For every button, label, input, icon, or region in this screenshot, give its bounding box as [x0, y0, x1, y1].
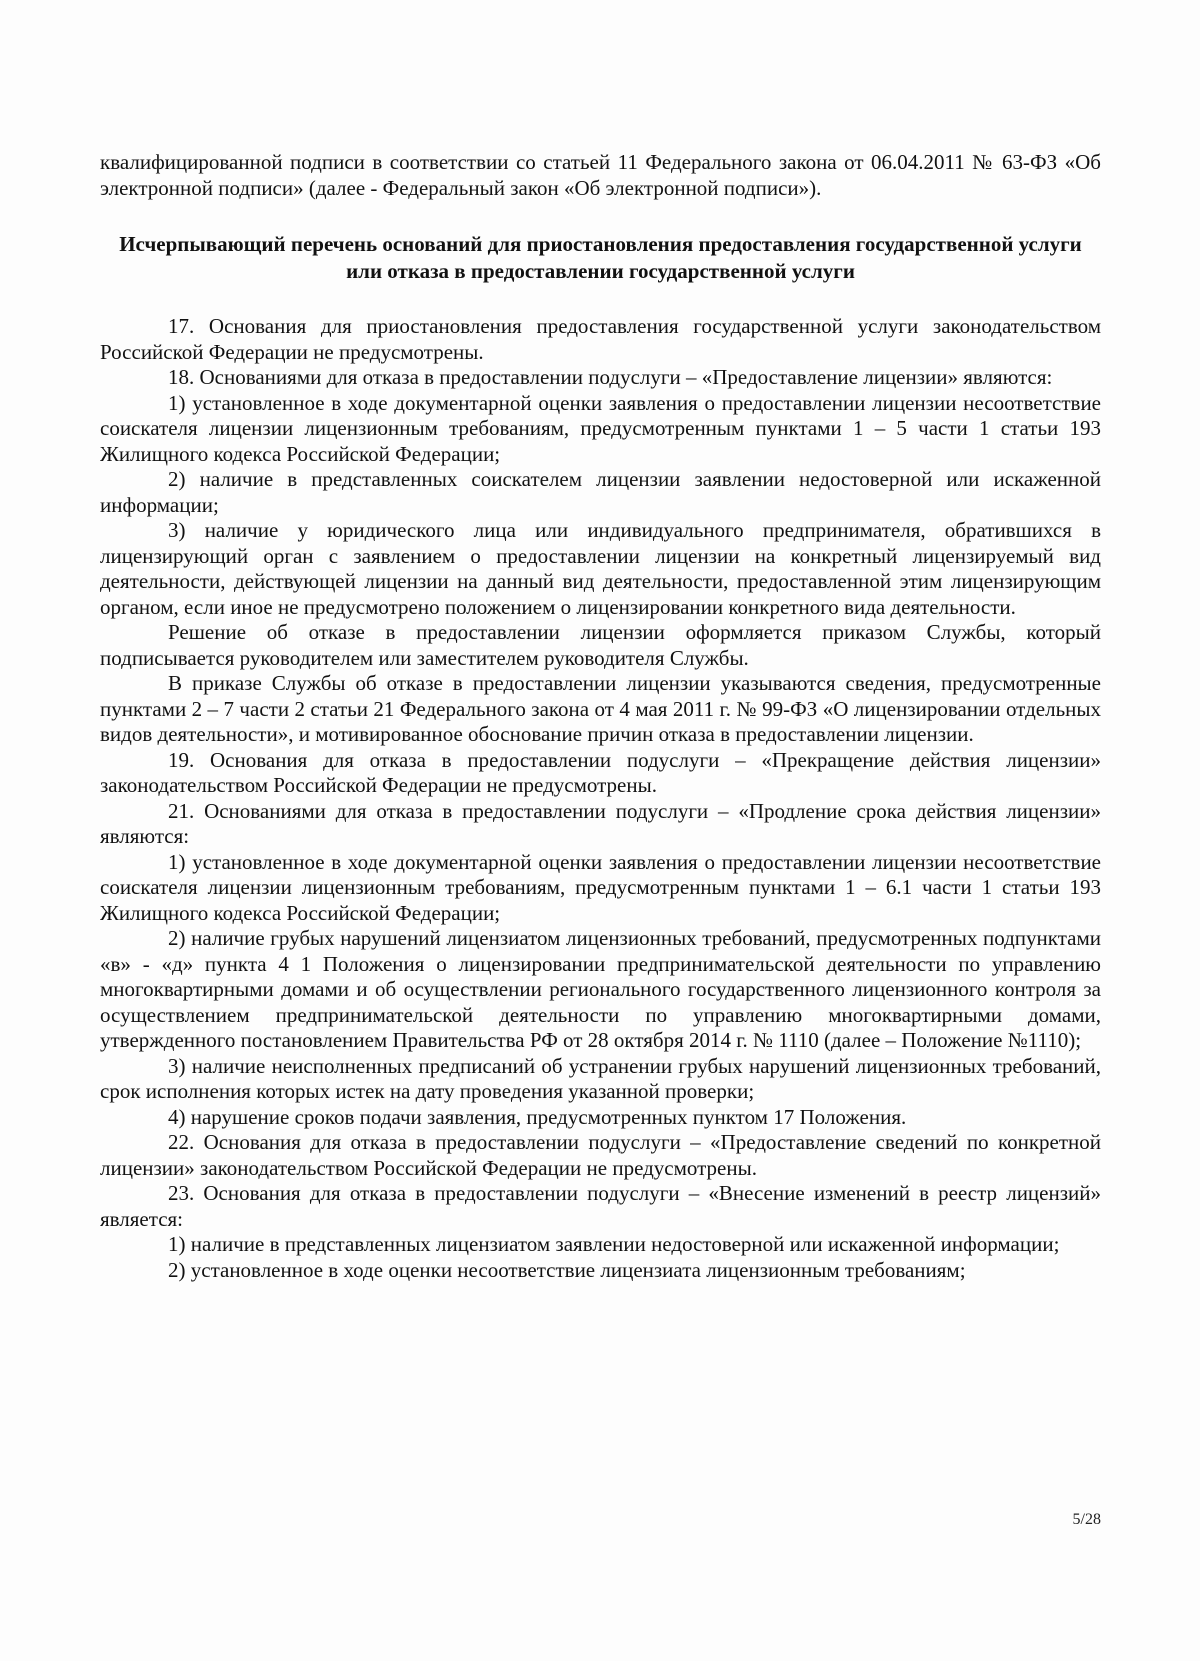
- paragraph-18: 18. Основаниями для отказа в предоставлении подуслуги – «Предоставление лицензии» являются:: [168, 365, 1053, 389]
- paragraph-18-item-2: 2) наличие в представленных соискателем лицензии заявлении недостоверной или искаженной информации;: [100, 467, 1101, 517]
- paragraph-21-item-4: 4) нарушение сроков подачи заявления, предусмотренных пунктом 17 Положения.: [168, 1104, 907, 1129]
- paragraph-22: 22. Основания для отказа в предоставлении подуслуги – «Предоставление сведений по конкретной лицензии» законодательством Российской Федерации не предусмотрены.: [100, 1130, 1101, 1180]
- paragraph-21: 21. Основаниями для отказа в предоставлении подуслуги – «Продление срока действия лицензии» являются:: [100, 798, 1101, 848]
- paragraph-17: 17. Основания для приостановления предоставления государственной услуги законодательством Российской Федерации не предусмотрены.: [100, 314, 1101, 364]
- paragraph-23-item-1: 1) наличие в представленных лицензиатом заявлении недостоверной или искаженной информации;: [168, 1232, 1060, 1256]
- section-heading: Исчерпывающий перечень оснований для приостановления предоставления государственной услуги или отказа в предоставлении государственной услуги: [119, 232, 1082, 283]
- paragraph-23-item-2: 2) установленное в ходе оценки несоответствие лицензиата лицензионным требованиям;: [168, 1257, 966, 1282]
- paragraph-continuation: квалифицированной подписи в соответствии со статьей 11 Федерального закона от 06.04.2011 № 63-ФЗ «Об электронной подписи» (далее - Федеральный закон «Об электронной подписи»).: [100, 150, 1101, 200]
- paragraph-21-item-3: 3) наличие неисполненных предписаний об устранении грубых нарушений лицензионных требований, срок исполнения которых истек на дату проведения указанной проверки;: [100, 1053, 1101, 1103]
- paragraph-18-item-1: 1) установленное в ходе документарной оценки заявления о предоставлении лицензии несоответствие соискателя лицензии лицензионным требованиям, предусмотренным пунктами 1 – 5 части 1 статьи 193 Жилищного кодекса Российской Федерации;: [100, 390, 1101, 466]
- paragraph-refusal-decision: Решение об отказе в предоставлении лицензии оформляется приказом Службы, который подписывается руководителем или заместителем руководителя Службы.: [100, 620, 1101, 670]
- paragraph-23: 23. Основания для отказа в предоставлении подуслуги – «Внесение изменений в реестр лицензий» является:: [100, 1181, 1101, 1231]
- document-body: [100, 150, 1101, 1283]
- paragraph-21-item-2: 2) наличие грубых нарушений лицензиатом лицензионных требований, предусмотренных подпунктами «в» - «д» пункта 4 1 Положения о лицензировании предпринимательской деятельности по управлению многоквартирными домами и об осуществлении регионального государственного лицензионного контроля за осуществлением предпринимательской деятельности по управлению многоквартирными домами, утвержденного постановлением Правительства РФ от 28 октября 2014 г. № 1110 (далее – Положение №1110);: [100, 926, 1101, 1052]
- paragraph-19: 19. Основания для отказа в предоставлении подуслуги – «Прекращение действия лицензии» законодательством Российской Федерации не предусмотрены.: [100, 747, 1101, 797]
- page-number: 5/28: [1072, 1511, 1101, 1528]
- paragraph-18-item-3: 3) наличие у юридического лица или индивидуального предпринимателя, обратившихся в лицензирующий орган с заявлением о предоставлении лицензии на конкретный лицензируемый вид деятельности, действующей лицензии на данный вид деятельности, предоставленной этим лицензирующим органом, если иное не предусмотрено положением о лицензировании конкретного вида деятельности.: [100, 518, 1101, 619]
- paragraph-21-item-1: 1) установленное в ходе документарной оценки заявления о предоставлении лицензии несоответствие соискателя лицензии лицензионным требованиям, предусмотренным пунктами 1 – 6.1 части 1 статьи 193 Жилищного кодекса Российской Федерации;: [100, 849, 1101, 925]
- paragraph-refusal-order: В приказе Службы об отказе в предоставлении лицензии указываются сведения, предусмотренные пунктами 2 – 7 части 2 статьи 21 Федерального закона от 4 мая 2011 г. № 99-ФЗ «О лицензировании отдельных видов деятельности», и мотивированное обоснование причин отказа в предоставлении лицензии.: [100, 671, 1101, 746]
